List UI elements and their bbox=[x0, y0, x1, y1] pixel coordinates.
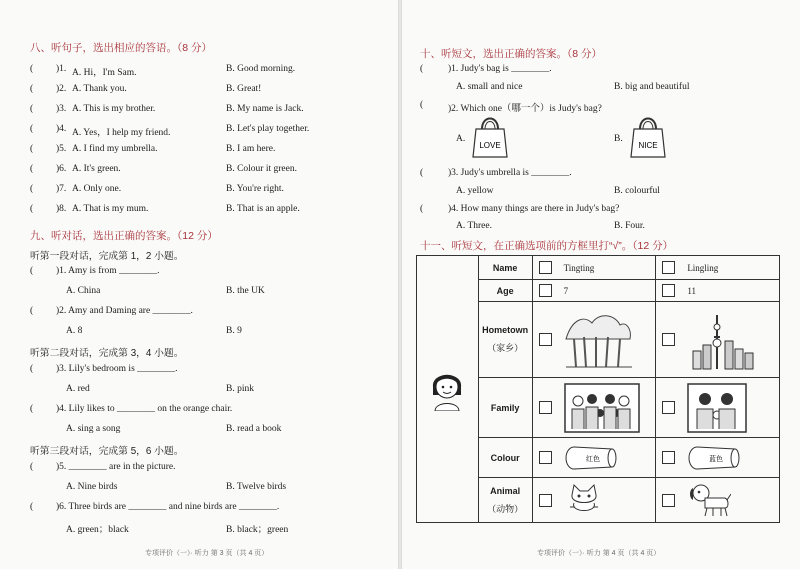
q8-5-b: B. I am here. bbox=[226, 144, 276, 154]
age-label: Age bbox=[478, 280, 532, 302]
bag-nice-icon bbox=[628, 113, 668, 159]
hometown-label: Hometown bbox=[482, 325, 529, 335]
q8-6-b: B. Colour it green. bbox=[226, 164, 297, 174]
answer-paren[interactable]: ( bbox=[30, 144, 34, 154]
q9-6-b: B. black；green bbox=[226, 525, 289, 535]
q8-8-a: A. That is my mum. bbox=[72, 204, 149, 214]
q10-3-a: A. yellow bbox=[456, 186, 494, 196]
q8-7-a: A. Only one. bbox=[72, 184, 122, 194]
checkbox-animal-dog[interactable] bbox=[662, 494, 675, 507]
answer-paren[interactable]: ( bbox=[30, 266, 34, 276]
q8-6-a: A. It's green. bbox=[72, 164, 121, 174]
q10-4-a: A. Three. bbox=[456, 221, 492, 231]
q8-2-num: )2. bbox=[56, 84, 67, 94]
city-skyline-tower-icon bbox=[687, 307, 757, 373]
q9-6: )6. Three birds are ________ and nine birds are ________. bbox=[56, 502, 280, 512]
q8-2-a: A. Thank you. bbox=[72, 84, 127, 94]
option-lingling: Lingling bbox=[687, 262, 719, 273]
q9-2-b: B. 9 bbox=[226, 326, 242, 336]
answer-paren[interactable]: ( bbox=[30, 306, 34, 316]
q8-5-a: A. I find my umbrella. bbox=[72, 144, 158, 154]
checkbox-colour-blue[interactable] bbox=[662, 451, 675, 464]
answer-paren[interactable]: ( bbox=[30, 164, 34, 174]
checkbox-age-11[interactable] bbox=[662, 284, 675, 297]
q8-7-b: B. You're right. bbox=[226, 184, 284, 194]
option-tingting: Tingting bbox=[563, 262, 595, 273]
q9-3-a: A. red bbox=[66, 384, 90, 394]
family-photo-small-icon bbox=[687, 383, 747, 433]
answer-paren[interactable]: ( bbox=[30, 64, 34, 74]
answer-paren[interactable]: ( bbox=[30, 404, 34, 414]
red-paint-bucket-icon bbox=[564, 443, 618, 473]
q8-4-b: B. Let's play together. bbox=[226, 124, 310, 134]
q9-4-b: B. read a book bbox=[226, 424, 282, 434]
q8-4-a: A. Yes，I help my friend. bbox=[72, 128, 171, 138]
q9-5: )5. ________ are in the picture. bbox=[56, 462, 176, 472]
blue-label: 蓝色 bbox=[709, 454, 724, 463]
family-photo-large-icon bbox=[564, 383, 640, 433]
checkbox-animal-cat[interactable] bbox=[539, 494, 552, 507]
answer-paren[interactable]: ( bbox=[420, 100, 424, 110]
dog-icon bbox=[687, 482, 731, 518]
q10-4-b: B. Four. bbox=[614, 221, 645, 231]
q8-2-b: B. Great! bbox=[226, 84, 262, 94]
hometown-cn-label: （家乡） bbox=[487, 343, 524, 353]
answer-paren[interactable]: ( bbox=[30, 204, 34, 214]
q10-1-b: B. big and beautiful bbox=[614, 82, 690, 92]
q9-3: )3. Lily's bedroom is ________. bbox=[56, 364, 178, 374]
q9-4: )4. Lily likes to ________ on the orange chair. bbox=[56, 404, 233, 414]
q8-3-b: B. My name is Jack. bbox=[226, 104, 304, 114]
checkbox-age-7[interactable] bbox=[539, 284, 552, 297]
q8-8-num: )8. bbox=[56, 204, 67, 214]
q8-6-num: )6. bbox=[56, 164, 67, 174]
q10-1: )1. Judy's bag is ________. bbox=[448, 64, 552, 74]
waterfall-landscape-icon bbox=[564, 309, 634, 371]
q8-7-num: )7. bbox=[56, 184, 67, 194]
answer-paren[interactable]: ( bbox=[420, 168, 424, 178]
dialogue-3-instruction: 听第三段对话，完成第 5，6 小题。 bbox=[30, 446, 184, 457]
q8-4-num: )4. bbox=[56, 124, 67, 134]
cat-icon bbox=[564, 483, 604, 517]
q8-5-num: )5. bbox=[56, 144, 67, 154]
section-9-title: 九、听对话，选出正确的答案。（12 分） bbox=[30, 230, 218, 242]
q10-3: )3. Judy's umbrella is ________. bbox=[448, 168, 572, 178]
answer-paren[interactable]: ( bbox=[30, 84, 34, 94]
bag-love-label: LOVE bbox=[479, 141, 501, 150]
answer-paren[interactable]: ( bbox=[30, 364, 34, 374]
answer-paren[interactable]: ( bbox=[30, 184, 34, 194]
name-label: Name bbox=[478, 256, 532, 280]
left-page-footer: 专项评价（一）· 听力 第 3 页（共 4 页） bbox=[145, 550, 269, 557]
q10-3-b: B. colourful bbox=[614, 186, 660, 196]
family-label: Family bbox=[478, 378, 532, 438]
q9-3-b: B. pink bbox=[226, 384, 254, 394]
q9-6-a: A. green；black bbox=[66, 525, 129, 535]
animal-cn-label: （动物） bbox=[487, 503, 524, 514]
q8-1-a: A. Hi，I'm Sam. bbox=[72, 68, 137, 78]
q9-5-b: B. Twelve birds bbox=[226, 482, 287, 492]
right-page-footer: 专项评价（一）· 听力 第 4 页（共 4 页） bbox=[537, 550, 661, 557]
q10-2-a: A. bbox=[456, 134, 466, 144]
bag-nice-label: NICE bbox=[638, 141, 658, 150]
answer-paren[interactable]: ( bbox=[420, 64, 424, 74]
q9-1-b: B. the UK bbox=[226, 286, 265, 296]
colour-label: Colour bbox=[478, 438, 532, 478]
checkbox-hometown-b[interactable] bbox=[662, 333, 675, 346]
q8-1-num: )1. bbox=[56, 64, 67, 74]
q10-4: )4. How many things are there in Judy's bag? bbox=[448, 204, 620, 214]
q10-1-a: A. small and nice bbox=[456, 82, 523, 92]
section-11-title: 十一、听短文，在正确选项前的方框里打“√”。（12 分） bbox=[420, 240, 674, 252]
checkbox-tingting[interactable] bbox=[539, 261, 552, 274]
q9-4-a: A. sing a song bbox=[66, 424, 121, 434]
checkbox-family-b[interactable] bbox=[662, 401, 675, 414]
q9-5-a: A. Nine birds bbox=[66, 482, 118, 492]
answer-paren[interactable]: ( bbox=[30, 462, 34, 472]
option-age-11: 11 bbox=[687, 285, 696, 296]
bag-love-icon bbox=[470, 113, 510, 159]
blue-paint-bucket-icon bbox=[687, 443, 741, 473]
answer-paren[interactable]: ( bbox=[420, 204, 424, 214]
q8-3-num: )3. bbox=[56, 104, 67, 114]
girl-avatar-cell bbox=[417, 256, 479, 523]
answer-paren[interactable]: ( bbox=[30, 502, 34, 512]
q10-2: )2. Which one（哪一个）is Judy's bag? bbox=[448, 104, 602, 114]
q9-2: )2. Amy and Daming are ________. bbox=[56, 306, 193, 316]
animal-label: Animal bbox=[490, 485, 521, 496]
dialogue-2-instruction: 听第二段对话，完成第 3，4 小题。 bbox=[30, 348, 184, 359]
checkbox-family-a[interactable] bbox=[539, 401, 552, 414]
q8-8-b: B. That is an apple. bbox=[226, 204, 300, 214]
q9-1: )1. Amy is from ________. bbox=[56, 266, 160, 276]
section-10-title: 十、听短文，选出正确的答案。（8 分） bbox=[420, 48, 603, 60]
q8-1-b: B. Good morning. bbox=[226, 64, 296, 74]
dialogue-1-instruction: 听第一段对话，完成第 1，2 小题。 bbox=[30, 251, 184, 262]
checkbox-hometown-a[interactable] bbox=[539, 333, 552, 346]
red-label: 红色 bbox=[585, 454, 600, 463]
q10-2-b: B. bbox=[614, 134, 623, 144]
answer-paren[interactable]: ( bbox=[30, 104, 34, 114]
matching-table bbox=[416, 255, 780, 523]
option-age-7: 7 bbox=[563, 285, 569, 296]
q9-2-a: A. 8 bbox=[66, 326, 83, 336]
section-8-title: 八、听句子，选出相应的答语。（8 分） bbox=[30, 42, 213, 54]
q9-1-a: A. China bbox=[66, 286, 101, 296]
answer-paren[interactable]: ( bbox=[30, 124, 34, 134]
checkbox-colour-red[interactable] bbox=[539, 451, 552, 464]
girl-avatar-icon bbox=[427, 365, 467, 411]
q8-3-a: A. This is my brother. bbox=[72, 104, 156, 114]
checkbox-lingling[interactable] bbox=[662, 261, 675, 274]
